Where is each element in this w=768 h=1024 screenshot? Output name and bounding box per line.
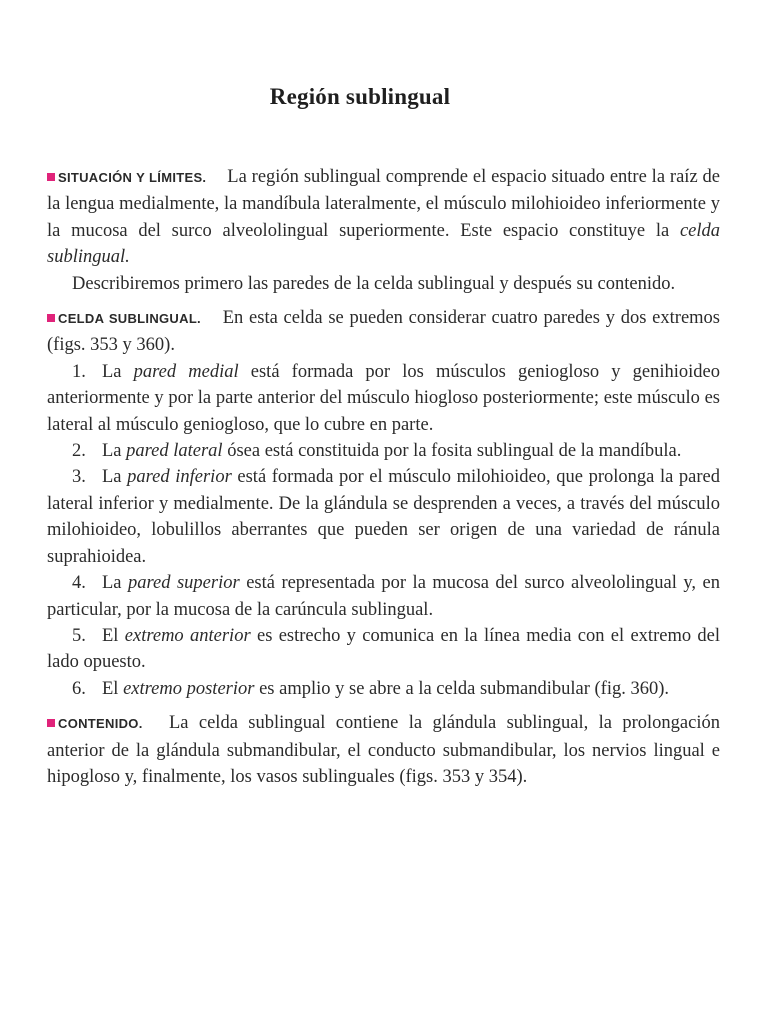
list-item-pre: El <box>102 625 119 646</box>
list-item-pre: La <box>102 361 122 382</box>
list-item-number: 6. <box>72 678 86 699</box>
section-heading-celda: CELDA SUBLINGUAL. <box>58 311 201 327</box>
page-title: Región sublingual <box>269 84 451 109</box>
situacion-text: La región sublingual comprende el espacio situado entre la raíz de la lengua medialmente, la mandíbula lateralmente, el músculo milohioideo inferiormente y la mucosa del surco alveololingual superiormente. Este espacio constituye la <box>47 167 721 241</box>
list-item <box>47 464 720 570</box>
list-item-number: 2. <box>72 441 86 462</box>
list-item-number: 4. <box>72 573 86 594</box>
list-item <box>47 359 720 438</box>
section-contenido <box>47 710 720 790</box>
document-body <box>47 164 720 790</box>
list-item-emphasis: pared medial <box>133 361 239 382</box>
list-item-text: está formada por el músculo milohioideo, que prolonga la pared lateral inferior y medialmente. De la glándula se desprenden a veces, a través del músculo milohioideo, lobulillos aberrantes que pueden ser origen de una variedad de ránula suprahioidea. <box>47 467 720 567</box>
contenido-text: La celda sublingual contiene la glándula sublingual, la prolongación anterior de la glándula submandibular, el conducto submandibular, los nervios lingual e hipogloso y, finalmente, los vasos sublinguales (figs. 353 y 354). <box>47 713 720 787</box>
section-marker-icon <box>47 719 55 727</box>
list-item-emphasis: extremo anterior <box>124 625 251 646</box>
list-item-text: está representada por la mucosa del surco alveololingual y, en particular, por la mucosa de la carúncula sublingual. <box>47 573 720 620</box>
section-marker-icon <box>47 173 55 181</box>
list-item-number: 5. <box>72 625 86 646</box>
list-item-emphasis: extremo posterior <box>123 678 255 699</box>
list-item-emphasis: pared lateral <box>126 441 223 462</box>
list-item-text: ósea está constituida por la fosita sublingual de la mandíbula. <box>227 441 682 462</box>
celda-intro-text: En esta celda se pueden considerar cuatro paredes y dos extremos (figs. 353 y 360). <box>47 308 720 356</box>
celda-intro-paragraph <box>47 305 720 359</box>
section-heading-situacion: SITUACIÓN Y LÍMITES. <box>58 170 207 185</box>
list-item-pre: El <box>102 678 119 699</box>
list-item-emphasis: pared superior <box>128 573 240 594</box>
list-item-number: 1. <box>72 361 86 382</box>
situacion-paragraph-2: Describiremos primero las paredes de la celda sublingual y después su contenido. <box>72 273 676 294</box>
list-item-text: es estrecho y comunica en la línea media con el extremo del lado opuesto. <box>47 625 721 673</box>
contenido-paragraph <box>47 710 720 790</box>
list-item-pre: La <box>102 573 122 594</box>
list-item-text: es amplio y se abre a la celda submandibular (fig. 360). <box>259 678 670 699</box>
list-item <box>47 623 720 676</box>
section-marker-icon <box>47 314 55 322</box>
list-item <box>47 676 720 702</box>
section-situacion <box>47 164 720 297</box>
list-item-pre: La <box>102 467 122 488</box>
section-heading-contenido: CONTENIDO. <box>58 716 143 732</box>
situacion-paragraph <box>47 164 720 271</box>
list-item-pre: La <box>102 441 122 462</box>
list-item-text: está formada por los músculos geniogloso y genihioideo anteriormente y por la parte anterior del músculo hiogloso posteriormente; este músculo es lateral al músculo geniogloso, que lo cubre en parte. <box>47 361 721 435</box>
situacion-emphasis: celda sublingual. <box>47 220 720 268</box>
list-item <box>47 438 720 464</box>
list-item-number: 3. <box>72 467 86 488</box>
section-celda <box>47 305 720 702</box>
list-item <box>47 570 720 623</box>
list-item-emphasis: pared inferior <box>127 467 232 488</box>
